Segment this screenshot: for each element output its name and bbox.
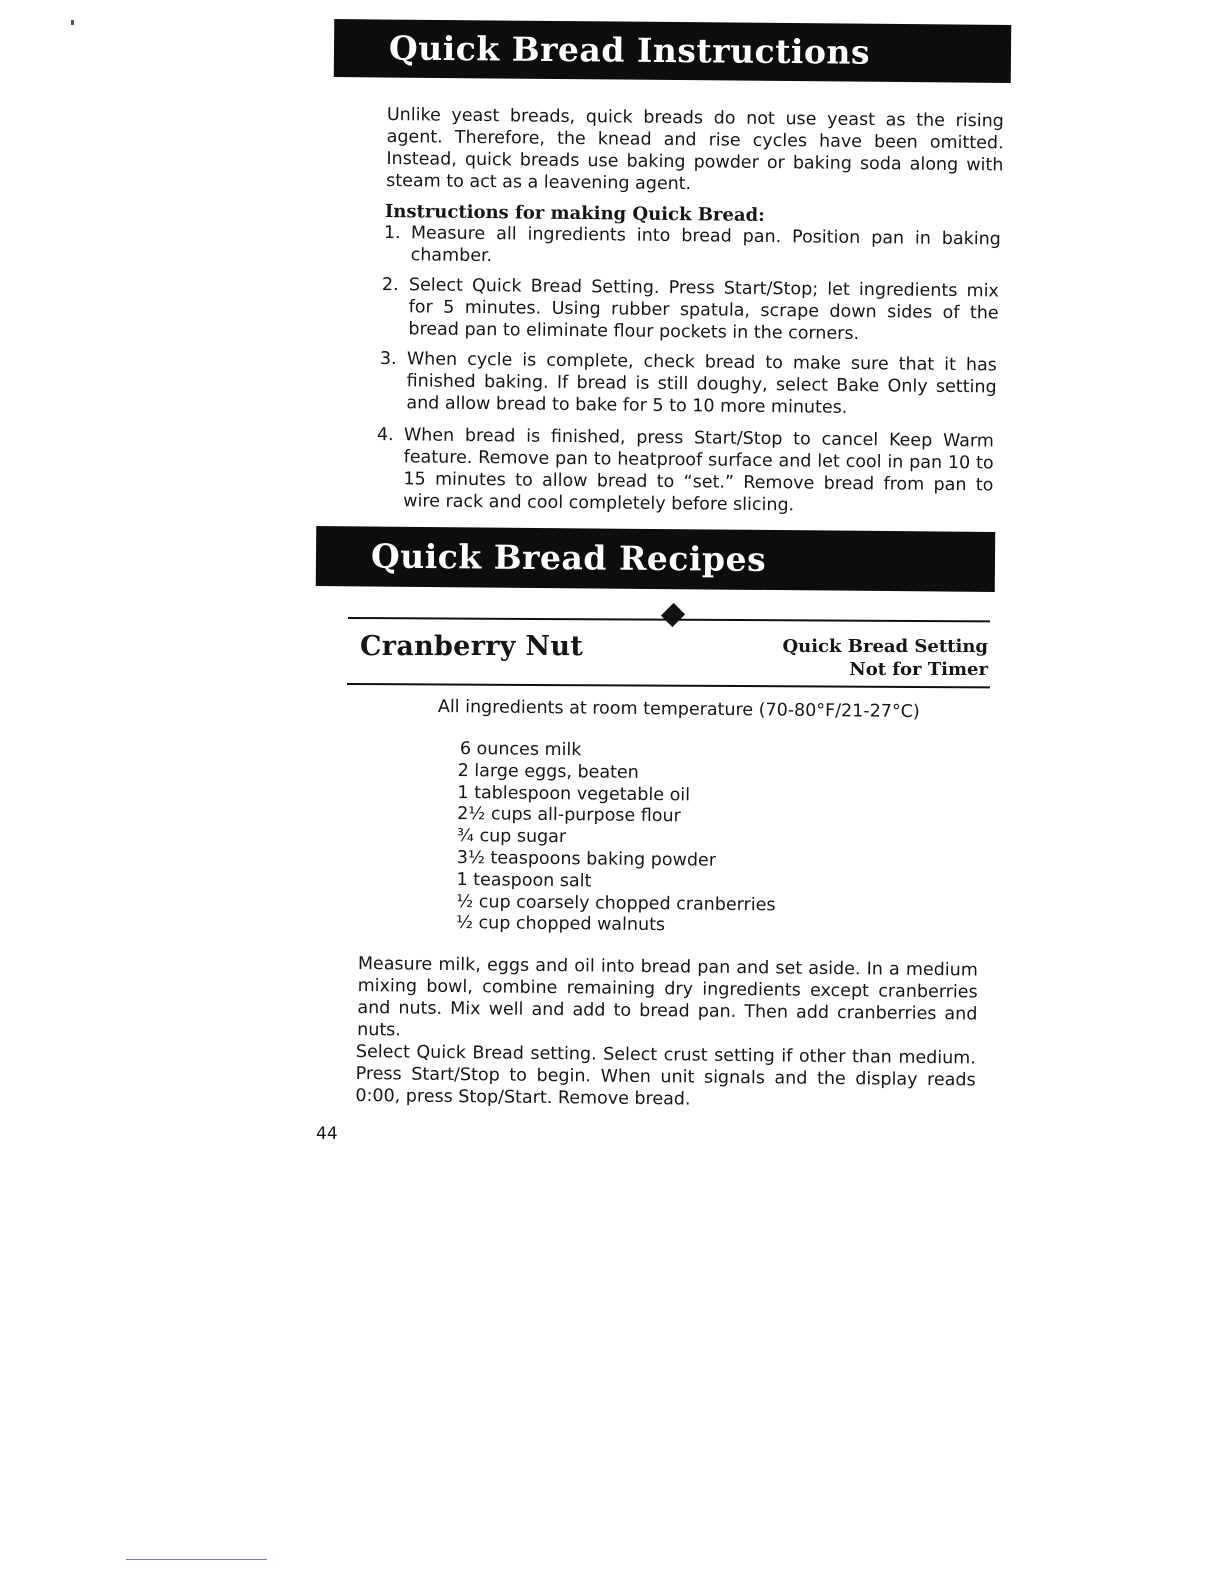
ingredient-list <box>456 739 777 939</box>
ingredient-item: 6 ounces milk <box>459 739 582 761</box>
intro-paragraph: Unlike yeast breads, quick breads do not use yeast as the rising agent. Therefore, the knead and rise cycles have been omitted. Instead, quick breads use baking powder or baking soda along with steam to act as a leavening agent. <box>386 104 1004 195</box>
instruction-step <box>379 348 1000 418</box>
ingredient-item: 1 teaspoon salt <box>456 869 592 892</box>
step-text: When bread is finished, press Start/Stop to cancel Keep Warm feature. Remove pan to heatproof surface and let cool in pan 10 to 15 minutes to allow bread to “set.” Remove bread from pan to wire rack and cool completely before slicing. <box>403 425 994 516</box>
ingredient-item: ½ cup coarsely chopped cranberries <box>456 891 776 915</box>
step-number: 4. <box>376 424 394 446</box>
ingredient-item: 2 large eggs, beaten <box>457 760 639 783</box>
step-text: Select Quick Bread Setting. Press Start/Stop; let ingredients mix for 5 minutes. Using rubber spatula, scrape down sides of the bread pan to eliminate flour pockets in the corners. <box>408 275 999 344</box>
ingredient-item: ¾ cup sugar <box>456 826 567 848</box>
ingredient-item: 1 tablespoon vegetable oil <box>457 782 691 806</box>
step-number: 3. <box>379 348 397 370</box>
instructions-heading: Instructions for making Quick Bread: <box>384 201 765 226</box>
recipe-title: Cranberry Nut <box>360 631 584 662</box>
ingredient-item: 3½ teaspoons baking powder <box>456 847 717 871</box>
method-paragraph: Select Quick Bread setting. Select crust setting if other than medium. Press Start/Stop to begin. When unit signals and the display reads 0:00, press Stop/Start. Remove bread. <box>355 1042 976 1110</box>
instruction-step <box>376 424 997 516</box>
page-number: 44 <box>316 1124 338 1144</box>
method-paragraph: Measure milk, eggs and oil into bread pan and set aside. In a medium mixing bowl, combine remaining dry ingredients except cranberries and nuts. Mix well and add to bread pan. Then add cranberries and nuts. <box>357 953 978 1041</box>
recipes-banner: Quick Bread Recipes <box>316 526 995 592</box>
divider-bottom <box>347 683 990 688</box>
recipe-timer-note: Not for Timer <box>849 659 988 680</box>
recipe-setting: Quick Bread Setting <box>782 636 988 657</box>
diamond-ornament-icon <box>661 603 685 627</box>
step-text: Measure all ingredients into bread pan. Position pan in baking chamber. <box>410 223 1001 267</box>
step-number: 2. <box>381 274 399 296</box>
ingredient-item: 2½ cups all-purpose flour <box>457 804 681 827</box>
scan-speck <box>71 20 74 25</box>
instruction-step <box>381 274 1002 344</box>
room-temperature-note: All ingredients at room temperature (70-80°F/21-27°C) <box>437 697 920 723</box>
step-text: When cycle is complete, check bread to make sure that it has finished baking. If bread is still doughy, select Bake Only setting and allow bread to bake for 5 to 10 more minutes. <box>406 349 997 418</box>
step-number: 1. <box>383 222 401 244</box>
ingredient-item: ½ cup chopped walnuts <box>455 913 666 936</box>
scan-edge-line <box>126 1559 267 1560</box>
instructions-banner: Quick Bread Instructions <box>334 19 1011 83</box>
